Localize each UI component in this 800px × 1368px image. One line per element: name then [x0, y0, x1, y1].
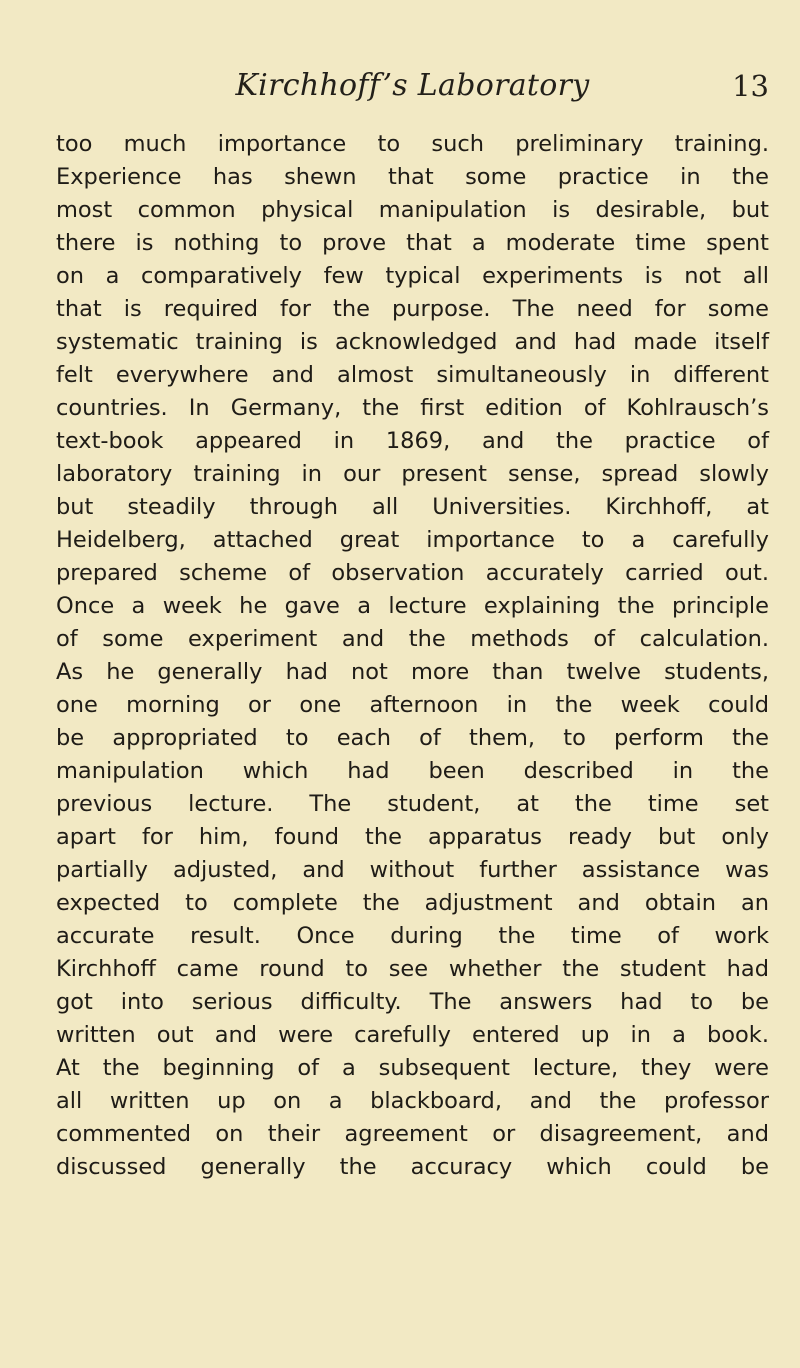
text-line: Once a week he gave a lecture explaining the principle	[56, 593, 769, 619]
text-line: Kirchhoff came round to see whether the student had	[56, 956, 769, 982]
page-number: 13	[732, 69, 769, 103]
text-line: there is nothing to prove that a moderate time spent	[56, 230, 769, 256]
text-line: felt everywhere and almost simultaneously in different	[56, 362, 769, 388]
text-line: all written up on a blackboard, and the professor	[56, 1088, 769, 1114]
text-line: partially adjusted, and without further assistance was	[56, 857, 769, 883]
text-line: manipulation which had been described in the	[56, 758, 769, 784]
text-line: be appropriated to each of them, to perform the	[56, 725, 769, 751]
text-line: but steadily through all Universities. Kirchhoff, at	[56, 494, 769, 520]
text-line: written out and were carefully entered up in a book.	[56, 1022, 769, 1048]
text-line: At the beginning of a subsequent lecture, they were	[56, 1055, 769, 1081]
text-line: got into serious difficulty. The answers had to be	[56, 989, 769, 1015]
text-line: Experience has shewn that some practice in the	[56, 164, 769, 190]
text-line: discussed generally the accuracy which could be	[56, 1154, 769, 1180]
text-line: prepared scheme of observation accurately carried out.	[56, 560, 769, 586]
text-line: laboratory training in our present sense, spread slowly	[56, 461, 769, 487]
running-title: Kirchhoff’s Laboratory	[235, 68, 590, 103]
text-line: As he generally had not more than twelve students,	[56, 659, 769, 685]
text-line: commented on their agreement or disagreement, and	[56, 1121, 769, 1147]
text-line: most common physical manipulation is desirable, but	[56, 197, 769, 223]
text-line: too much importance to such preliminary training.	[56, 131, 769, 157]
body-text	[56, 128, 769, 1184]
text-line: text-book appeared in 1869, and the practice of	[56, 428, 769, 454]
text-line: accurate result. Once during the time of work	[56, 923, 769, 949]
text-line: that is required for the purpose. The need for some	[56, 296, 769, 322]
text-line: apart for him, found the apparatus ready but only	[56, 824, 769, 850]
text-line: one morning or one afternoon in the week could	[56, 692, 769, 718]
text-line: systematic training is acknowledged and had made itself	[56, 329, 769, 355]
text-line: of some experiment and the methods of calculation.	[56, 626, 769, 652]
text-line: Heidelberg, attached great importance to a carefully	[56, 527, 769, 553]
text-line: expected to complete the adjustment and obtain an	[56, 890, 769, 916]
text-line: previous lecture. The student, at the time set	[56, 791, 769, 817]
text-line: countries. In Germany, the first edition of Kohlrausch’s	[56, 395, 769, 421]
running-head	[56, 66, 769, 116]
text-line: on a comparatively few typical experiments is not all	[56, 263, 769, 289]
